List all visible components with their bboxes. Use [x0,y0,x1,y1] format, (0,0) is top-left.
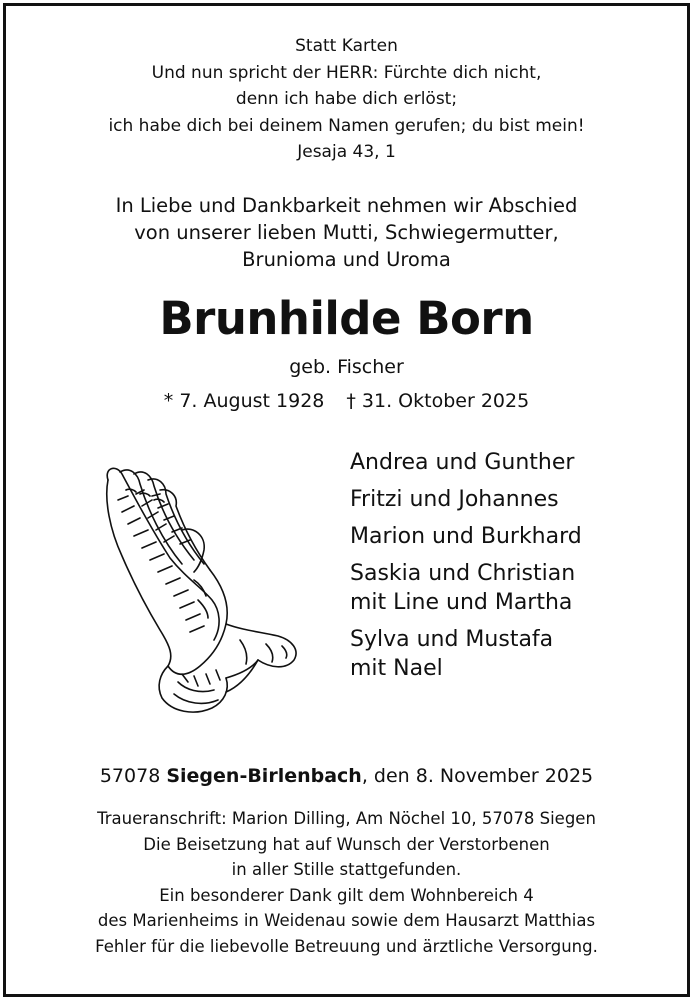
place-date-line [0,765,693,787]
family-children: mit Line und Martha [350,590,573,615]
life-dates [0,390,693,412]
verse-line: ich habe dich bei deinem Namen gerufen; du bist mein! [108,115,585,136]
family-list [350,448,582,691]
birth-name: geb. Fischer [289,356,404,378]
verse-line: denn ich habe dich erlöst; [235,89,458,109]
family-names: Andrea und Gunther [350,450,575,475]
farewell-intro [0,192,693,273]
family-entry [350,522,582,551]
death-date: † 31. Oktober 2025 [346,390,530,412]
detail-line: des Marienheims in Weidenau sowie dem Hausarzt Matthias [97,911,596,930]
notice-details [0,806,693,959]
intro-line: von unserer lieben Mutti, Schwiegermutter, [134,221,559,244]
family-entry [350,625,582,683]
detail-line: in aller Stille stattgefunden. [231,860,462,879]
detail-line: Die Beisetzung hat auf Wunsch der Verstorbenen [143,834,550,854]
birth-date: * 7. August 1928 [163,390,325,412]
family-children: mit Nael [350,656,443,681]
family-names: Saskia und Christian [350,561,576,586]
verse-reference: Jesaja 43, 1 [297,142,396,162]
notice-date: , den 8. November 2025 [361,765,594,787]
statt-karten-header: Statt Karten [295,36,398,56]
postcode: 57078 [99,765,161,787]
intro-line: Brunioma und Uroma [242,248,451,271]
intro-line: In Liebe und Dankbarkeit nehmen wir Abschied [115,194,578,217]
family-entry [350,559,582,617]
mourning-address: Traueranschrift: Marion Dilling, Am Nöchel 10, 57078 Siegen [97,809,596,828]
family-names: Marion und Burkhard [350,524,582,549]
detail-line: Fehler für die liebevolle Betreuung und ärztliche Versorgung. [95,936,598,956]
family-names: Sylva und Mustafa [350,627,554,652]
family-names: Fritzi und Johannes [350,487,559,512]
detail-line: Ein besonderer Dank gilt dem Wohnbereich 4 [159,885,534,905]
praying-hands-icon [90,460,305,720]
bible-verse [0,33,693,166]
deceased-name: Brunhilde Born [159,292,534,345]
town-name: Siegen-Birlenbach [166,765,362,787]
family-entry [350,448,582,477]
verse-line: Und nun spricht der HERR: Fürchte dich nicht, [151,62,542,83]
family-entry [350,485,582,514]
